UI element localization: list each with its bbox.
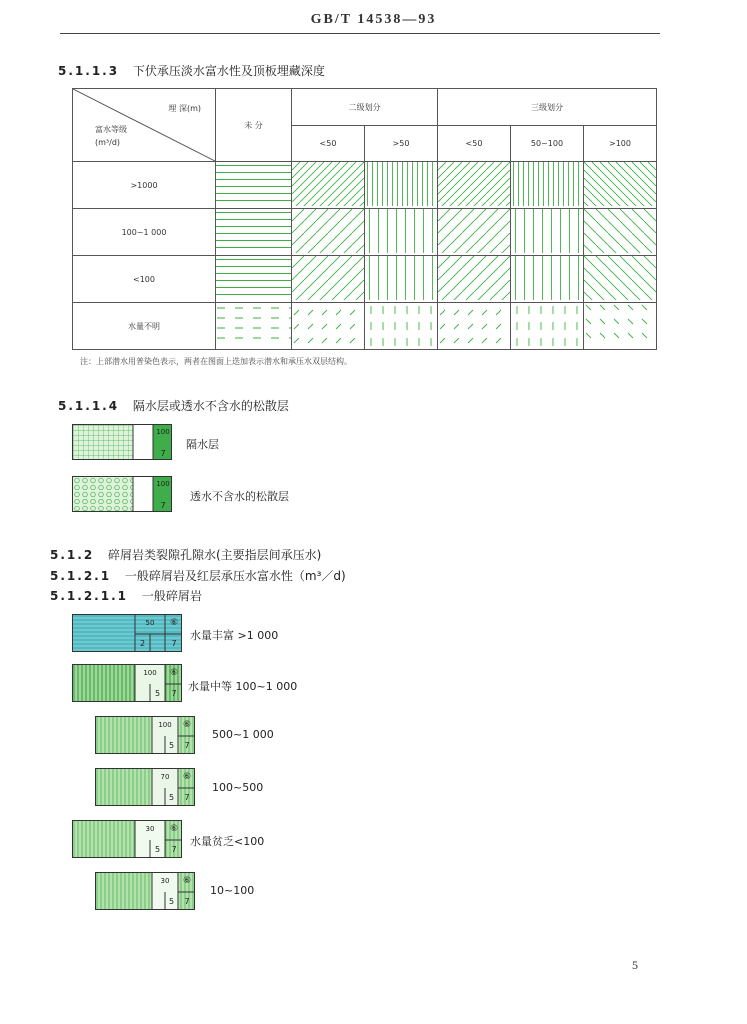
pattern-cell [365, 303, 438, 350]
group-level2-header: 二级划分 [292, 89, 438, 126]
table-row [73, 162, 657, 209]
pattern-cell [438, 209, 511, 256]
header-rule [60, 33, 660, 34]
pattern-cell [511, 209, 584, 256]
pattern-cell [292, 256, 365, 303]
swatch-bottom-right-number: 7 [171, 845, 177, 854]
section-number: 5.1.2 [50, 548, 95, 562]
pattern-cell [584, 162, 657, 209]
row-label-gt1000: >1000 [73, 162, 216, 209]
corner-depth-label: 埋 深(m) [168, 104, 201, 113]
legend-poor [72, 820, 182, 858]
col-l3-50-100: 50~100 [511, 126, 584, 162]
swatch-top-number: 70 [160, 773, 170, 781]
corner-grade-label: 富水等级 [95, 125, 127, 134]
swatch-circle-number: ⑥ [182, 720, 192, 730]
pattern-cell [292, 303, 365, 350]
swatch-bottom-right-number: 7 [184, 897, 190, 906]
swatch-bottom-right-number: 7 [171, 689, 177, 698]
legend-poor-label: 水量贫乏<100 [190, 835, 265, 848]
swatch-bottom-left-number: 2 [139, 639, 146, 648]
swatch-bottom-left-number: 5 [168, 793, 175, 802]
pattern-cell [216, 303, 292, 350]
swatch-top-number: 50 [145, 619, 155, 627]
pattern-cell [365, 162, 438, 209]
table-row [73, 303, 657, 350]
swatch-top-number: 30 [145, 825, 155, 833]
swatch-circle-number: ⑥ [169, 618, 179, 628]
standard-code-header: GB/T 14538—93 [310, 12, 437, 27]
swatch-bottom-right-number: 7 [171, 639, 177, 648]
table-row [73, 209, 657, 256]
swatch-bottom-number: 7 [160, 449, 166, 458]
section-title: 碎屑岩类裂隙孔隙水(主要指层间承压水) [108, 548, 322, 562]
pattern-cell [216, 256, 292, 303]
pattern-cell [511, 256, 584, 303]
swatch-circle-number: ⑥ [182, 772, 192, 782]
section-title: 隔水层或透水不含水的松散层 [132, 399, 289, 413]
aquifer-classification-table [72, 88, 657, 350]
table-corner-cell [73, 89, 216, 162]
swatch-top-number: 100 [143, 669, 157, 677]
swatch-top-number: 100 [158, 721, 172, 729]
section-5121-heading [50, 567, 346, 584]
legend-medium [72, 664, 182, 702]
col-undivided-header: 未 分 [216, 89, 292, 162]
table-note: 注：上部潜水用普染色表示，两者在图面上迭加表示潜水和承压水双层结构。 [80, 357, 352, 366]
section-51211-heading [50, 587, 202, 604]
legend-100-500-label: 100~500 [212, 781, 264, 794]
pattern-cell [584, 256, 657, 303]
section-title: 一般碎屑岩 [141, 589, 202, 603]
section-number: 5.1.2.1.1 [50, 589, 128, 603]
section-5113-heading [58, 62, 325, 79]
legend-permeable-dry-label: 透水不含水的松散层 [190, 490, 289, 503]
pattern-cell [511, 162, 584, 209]
col-l2-lt50: <50 [292, 126, 365, 162]
swatch-bottom-left-number: 5 [154, 845, 161, 854]
section-5114-heading [58, 397, 289, 414]
swatch-bottom-right-number: 7 [184, 793, 190, 802]
section-number: 5.1.2.1 [50, 569, 112, 583]
pattern-cell [438, 256, 511, 303]
legend-10-100-label: 10~100 [210, 884, 255, 897]
group-level3-header: 三级划分 [438, 89, 657, 126]
section-number: 5.1.1.3 [58, 64, 120, 78]
swatch-bottom-left-number: 5 [168, 897, 175, 906]
swatch-circle-number: ⑥ [169, 824, 179, 834]
pattern-cell [216, 162, 292, 209]
legend-aquiclude-label: 隔水层 [186, 438, 219, 451]
page-number: 5 [632, 958, 638, 972]
col-l2-gt50: >50 [365, 126, 438, 162]
legend-500-1000 [95, 716, 195, 754]
section-title: 一般碎屑岩及红层承压水富水性（m³／d) [124, 569, 346, 583]
swatch-top-number: 100 [156, 428, 170, 436]
legend-abundant-label: 水量丰富 >1 000 [190, 629, 279, 642]
swatch-bottom-left-number: 5 [154, 689, 161, 698]
row-label-100-1000: 100~1 000 [73, 209, 216, 256]
pattern-cell [438, 303, 511, 350]
legend-medium-label: 水量中等 100~1 000 [188, 680, 298, 693]
pattern-cell [584, 303, 657, 350]
swatch-top-number: 100 [156, 480, 170, 488]
swatch-bottom-number: 7 [160, 501, 166, 510]
legend-500-1000-label: 500~1 000 [212, 728, 274, 741]
swatch-circle-number: ⑥ [169, 668, 179, 678]
section-title: 下伏承压淡水富水性及顶板埋藏深度 [132, 64, 325, 78]
pattern-cell [511, 303, 584, 350]
legend-abundant [72, 614, 182, 652]
swatch-bottom-left-number: 5 [168, 741, 175, 750]
pattern-cell [365, 209, 438, 256]
corner-unit-label: (m³/d) [95, 138, 121, 147]
col-l3-gt100: >100 [584, 126, 657, 162]
table-row [73, 256, 657, 303]
pattern-cell [292, 162, 365, 209]
col-l3-lt50: <50 [438, 126, 511, 162]
legend-10-100 [95, 872, 195, 910]
pattern-cell [216, 209, 292, 256]
swatch-bottom-right-number: 7 [184, 741, 190, 750]
legend-100-500 [95, 768, 195, 806]
section-512-heading [50, 546, 321, 563]
pattern-cell [365, 256, 438, 303]
swatch-top-number: 30 [160, 877, 170, 885]
pattern-cell [584, 209, 657, 256]
pattern-cell [438, 162, 511, 209]
pattern-cell [292, 209, 365, 256]
swatch-circle-number: ⑥ [182, 876, 192, 886]
row-label-lt100: <100 [73, 256, 216, 303]
section-number: 5.1.1.4 [58, 399, 120, 413]
legend-permeable-dry [72, 476, 172, 512]
row-label-unknown: 水量不明 [73, 303, 216, 350]
legend-aquiclude [72, 424, 172, 460]
